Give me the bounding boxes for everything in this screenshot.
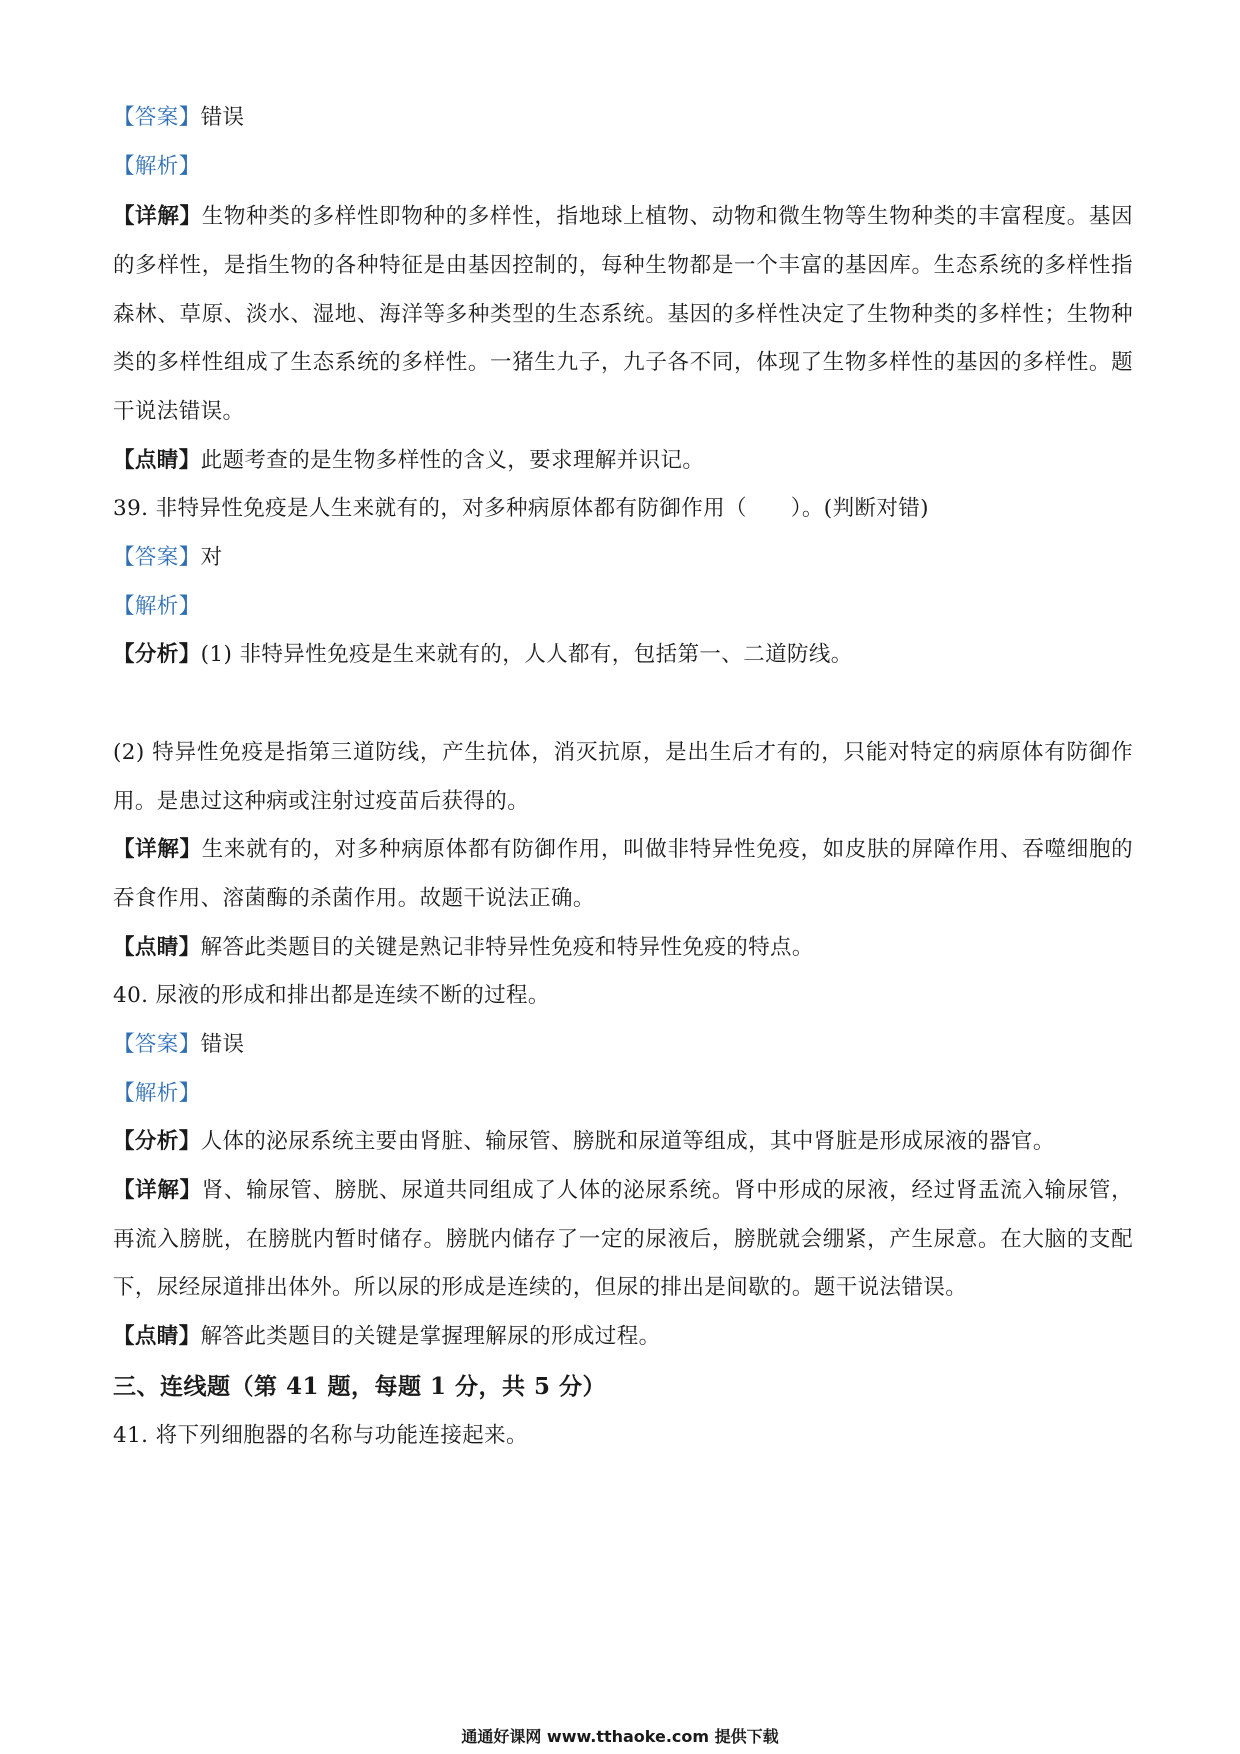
bracket-label: 【分析】 [113,1129,201,1154]
text-line [113,933,1133,963]
text-line: 41. 将下列细胞器的名称与功能连接起来。 [113,1423,528,1448]
text-line: 类的多样性组成了生态系统的多样性。一猪生九子，九子各不同，体现了生物多样性的基因的多样性。题 [113,350,1133,375]
line-text: (1) 非特异性免疫是生来就有的，人人都有，包括第一、二道防线。 [200,642,853,667]
bracket-label: 【详解】 [113,1178,202,1203]
text-line [113,835,1133,865]
line-text: 人体的泌尿系统主要由肾脏、输尿管、膀胱和尿道等组成，其中肾脏是形成尿液的器官。 [200,1129,1055,1154]
text-line: 再流入膀胱，在膀胱内暂时储存。膀胱内储存了一定的尿液后，膀胱就会绷紧，产生尿意。在大脑的支配 [113,1227,1133,1252]
text-line: 森林、草原、淡水、湿地、海洋等多种类型的生态系统。基因的多样性决定了生物种类的多样性；生物种 [113,302,1133,327]
line-text: 生物种类的多样性即物种的多样性，指地球上植物、动物和微生物等生物种类的丰富程度。基因 [201,204,1133,229]
line-text: 此题考查的是生物多样性的含义，要求理解并识记。 [200,448,705,473]
bracket-label: 【点睛】 [113,448,201,473]
text-line [113,103,1133,133]
text-line: 39. 非特异性免疫是人生来就有的，对多种病原体都有防御作用（ ）。(判断对错) [113,496,929,521]
text-line [113,1030,1133,1060]
text-line [113,1322,1133,1352]
text-line [113,446,1133,476]
bracket-label: 【详解】 [113,837,202,862]
text-line [113,640,1133,670]
text-line [113,1079,1133,1109]
bracket-label: 【分析】 [113,642,201,667]
line-text: 生来就有的，对多种病原体都有防御作用，叫做非特异性免疫，如皮肤的屏障作用、吞噬细胞的 [201,837,1133,862]
text-line [113,543,1133,573]
text-line [113,152,1133,182]
line-text: 错误 [200,105,245,130]
line-text: 解答此类题目的关键是掌握理解尿的形成过程。 [200,1324,661,1349]
line-text: 错误 [200,1032,245,1057]
bracket-label: 【答案】 [113,1032,201,1057]
text-line [113,592,1133,622]
section-heading: 三、连线题（第 41 题，每题 1 分，共 5 分） [113,1373,607,1400]
bracket-label: 【点睛】 [113,935,201,960]
text-line [113,202,1133,232]
bracket-label: 【解析】 [113,1081,201,1106]
text-line: (2) 特异性免疫是指第三道防线，产生抗体，消灭抗原，是出生后才有的，只能对特定的病原体有防御作 [113,740,1133,765]
text-line: 用。是患过这种病或注射过疫苗后获得的。 [113,789,530,814]
bracket-label: 【点睛】 [113,1324,201,1349]
page-footer: 通通好课网 www.tthaoke.com 提供下载 [461,1727,779,1746]
line-text: 解答此类题目的关键是熟记非特异性免疫和特异性免疫的特点。 [200,935,814,960]
line-text: 肾、输尿管、膀胱、尿道共同组成了人体的泌尿系统。肾中形成的尿液，经过肾盂流入输尿管， [201,1178,1133,1203]
text-line: 40. 尿液的形成和排出都是连续不断的过程。 [113,983,550,1008]
text-line: 吞食作用、溶菌酶的杀菌作用。故题干说法正确。 [113,886,595,911]
text-line: 的多样性，是指生物的各种特征是由基因控制的，每种生物都是一个丰富的基因库。生态系统的多样性指 [113,253,1133,278]
bracket-label: 【答案】 [113,105,201,130]
text-line [113,1127,1133,1157]
bracket-label: 【解析】 [113,154,201,179]
text-line [113,1176,1133,1206]
text-line: 下，尿经尿道排出体外。所以尿的形成是连续的，但尿的排出是间歇的。题干说法错误。 [113,1275,968,1300]
text-line: 干说法错误。 [113,399,245,424]
bracket-label: 【解析】 [113,594,201,619]
bracket-label: 【答案】 [113,545,201,570]
bracket-label: 【详解】 [113,204,202,229]
line-text: 对 [200,545,223,570]
